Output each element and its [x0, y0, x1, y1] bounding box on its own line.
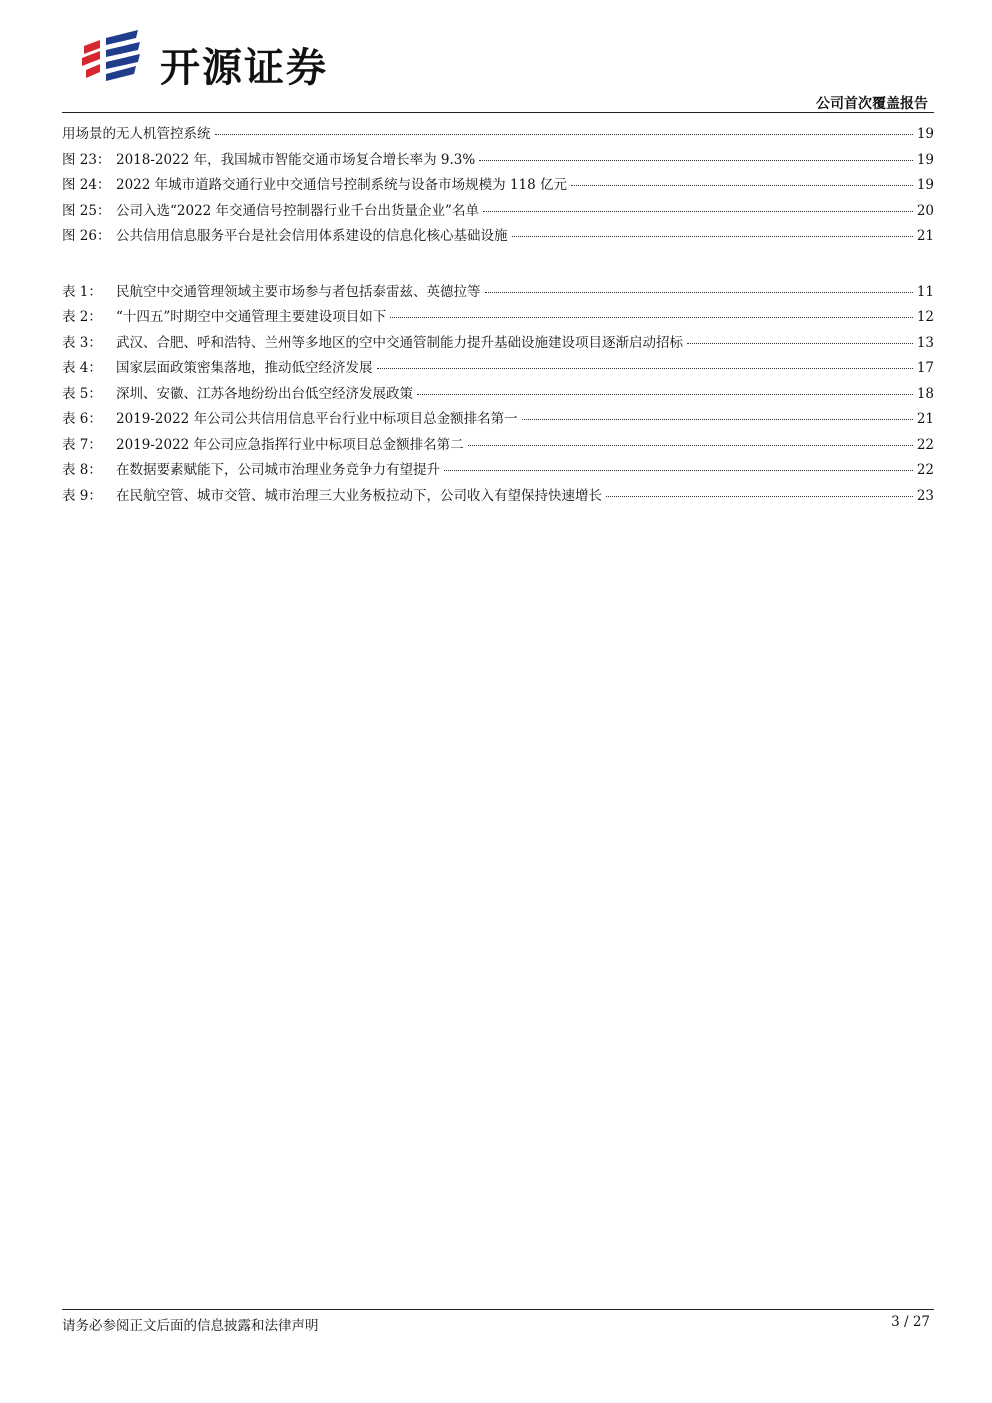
toc-entry-label: 图 23：: [62, 151, 111, 168]
toc-entry-title: 2019-2022 年公司公共信用信息平台行业中标项目总金额排名第一: [116, 411, 518, 427]
leader-dots: [444, 470, 913, 471]
leader-dots: [571, 185, 913, 186]
toc-entry[interactable]: [62, 407, 934, 433]
table-of-contents: [62, 122, 934, 509]
toc-entry-title: 在数据要素赋能下，公司城市治理业务竞争力有望提升: [116, 462, 440, 478]
toc-entry-label: 图 24：: [62, 177, 111, 193]
toc-entry-label: 表 8：: [62, 462, 102, 478]
toc-entry-label: 图 25：: [62, 202, 111, 219]
logo-icon: [78, 30, 150, 86]
toc-entry-title: 公司入选“2022 年交通信号控制器行业千台出货量企业”名单: [116, 202, 479, 219]
leader-dots: [483, 211, 913, 212]
footer-divider: [62, 1309, 934, 1310]
toc-entry[interactable]: [62, 122, 934, 148]
leader-dots: [606, 496, 913, 497]
logo-text: 开源证券: [160, 45, 328, 91]
toc-entry-label: 表 2：: [62, 309, 102, 325]
toc-entry-page: 20: [916, 202, 934, 219]
toc-entry-title: 深圳、安徽、江苏各地纷纷出台低空经济发展政策: [116, 385, 413, 402]
leader-dots: [390, 317, 913, 318]
toc-entry[interactable]: [62, 224, 934, 250]
toc-entry[interactable]: [62, 484, 934, 510]
toc-entry[interactable]: [62, 433, 934, 459]
toc-entry-label: 表 6：: [62, 411, 102, 427]
toc-entry[interactable]: [62, 173, 934, 199]
toc-entry-label: 表 1：: [62, 283, 102, 300]
toc-entry-page: 21: [916, 411, 934, 427]
toc-entry-page: 22: [916, 436, 934, 453]
toc-entry-title: 国家层面政策密集落地，推动低空经济发展: [116, 360, 373, 376]
toc-entry-title: 2019-2022 年公司应急指挥行业中标项目总金额排名第二: [116, 436, 464, 453]
toc-entry[interactable]: [62, 331, 934, 357]
leader-dots: [687, 343, 913, 344]
toc-entry-page: 23: [916, 487, 934, 504]
toc-entry-page: 21: [916, 228, 934, 244]
leader-dots: [485, 292, 913, 293]
toc-entry-title: 公共信用信息服务平台是社会信用体系建设的信息化核心基础设施: [116, 228, 508, 244]
toc-entry[interactable]: [62, 305, 934, 331]
toc-entry-title: 用场景的无人机管控系统: [62, 126, 211, 142]
toc-entry-title: 2022 年城市道路交通行业中交通信号控制系统与设备市场规模为 118 亿元: [116, 177, 567, 193]
toc-entry-page: 19: [916, 177, 934, 193]
toc-entry-label: 表 5：: [62, 385, 102, 402]
toc-entry-page: 18: [916, 385, 934, 402]
leader-dots: [468, 445, 913, 446]
figure-list: [62, 122, 934, 250]
header-divider: [62, 112, 934, 113]
toc-entry[interactable]: [62, 356, 934, 382]
toc-entry-title: 2018-2022 年，我国城市智能交通市场复合增长率为 9.3%: [116, 151, 476, 168]
page-header: [0, 0, 992, 116]
toc-entry[interactable]: [62, 280, 934, 306]
report-type: 公司首次覆盖报告: [816, 96, 928, 112]
footer-disclaimer: 请务必参阅正文后面的信息披露和法律声明: [62, 1318, 319, 1334]
toc-entry-page: 12: [916, 309, 934, 325]
page-number: 3 / 27: [891, 1314, 930, 1330]
leader-dots: [417, 394, 913, 395]
toc-entry-page: 11: [916, 283, 934, 300]
toc-entry-label: 图 26：: [62, 228, 111, 244]
leader-dots: [512, 236, 913, 237]
toc-entry-title: 在民航空管、城市交管、城市治理三大业务板拉动下，公司收入有望保持快速增长: [116, 487, 602, 504]
toc-entry[interactable]: [62, 382, 934, 408]
toc-entry-label: 表 3：: [62, 334, 102, 351]
toc-entry-page: 17: [916, 360, 934, 376]
toc-entry-title: 武汉、合肥、呼和浩特、兰州等多地区的空中交通管制能力提升基础设施建设项目逐渐启动招标: [116, 334, 683, 351]
toc-entry[interactable]: [62, 148, 934, 174]
toc-entry[interactable]: [62, 199, 934, 225]
leader-dots: [522, 419, 913, 420]
toc-entry[interactable]: [62, 458, 934, 484]
leader-dots: [215, 134, 913, 135]
toc-entry-page: 19: [916, 126, 934, 142]
toc-entry-label: 表 4：: [62, 360, 102, 376]
list-spacer: [62, 250, 934, 280]
toc-entry-page: 19: [916, 151, 934, 168]
toc-entry-page: 22: [916, 462, 934, 478]
leader-dots: [479, 160, 913, 161]
toc-entry-label: 表 7：: [62, 436, 102, 453]
toc-entry-title: “十四五”时期空中交通管理主要建设项目如下: [116, 309, 387, 325]
table-list: [62, 280, 934, 510]
toc-entry-page: 13: [916, 334, 934, 351]
leader-dots: [377, 368, 913, 369]
toc-entry-label: 表 9：: [62, 487, 102, 504]
toc-entry-title: 民航空中交通管理领域主要市场参与者包括泰雷兹、英德拉等: [116, 283, 481, 300]
